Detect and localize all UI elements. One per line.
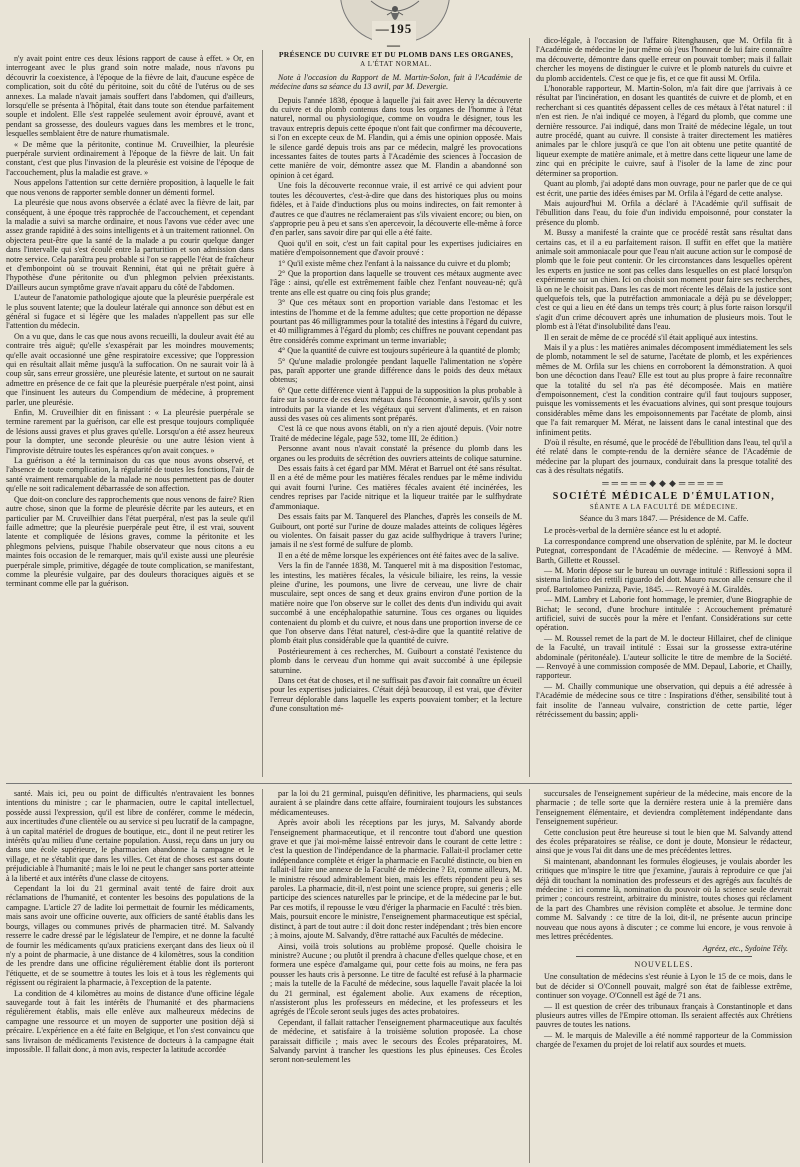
lettre-column-2	[270, 789, 522, 1163]
paragraph: Postérieurement à ces recherches, M. Guibourt a constaté l'existence du plomb dans le cerveau d'un homme qui avait succombé à une épilepsie saturnine.	[270, 646, 522, 675]
lettre-body	[536, 789, 792, 942]
news-item: — Il est question de créer des tribunaux français à Constantinople et dans plusieurs autres villes de l'Empire ottoman. Ils seraient affectés aux Chrétiens pauvres de toutes les nations.	[536, 1001, 792, 1030]
article-heading: PRÉSENCE DU CUIVRE ET DU PLOMB DANS LES ORGANES,	[278, 50, 514, 59]
paragraph: 4° Que la quantité de cuivre est toujours supérieure à la quantité de plomb;	[278, 346, 521, 356]
paragraph: Il en a été de même lorsque les expériences ont été faites avec de la salive.	[278, 550, 519, 560]
nouvelles-title: NOUVELLES.	[634, 959, 694, 969]
column-divider	[529, 789, 530, 1163]
paragraph: M. Bussy a manifesté la crainte que ce procédé restât sans résultat dans certains cas, et il a eu parfaitement raison. Il suffit en effet que la matière animale soit ammoniacale pour que l'eau n'ait aucune action sur le composé de plomb que le foie peut contenir. Or les circonstances dans lesquelles opèrent les experts en justice ne sont pas celles dans lesquelles on est placé lorsqu'on expérimente sur un chien. Ici on choisit son moment pour faire ses recherches, là on ne le choisit pas. Dans les cas de mort récente les délais de la justice sont quelquefois tels, que la putréfaction ammoniacale a déjà pu se développer; c'est ce qui a lieu en été dans un temps très court; à plus forte raison lorsqu'il s'agit d'un crime découvert après une inhumation de plusieurs mois. Tout le plomb est à l'état d'insolubilité dans l'eau.	[536, 228, 792, 332]
paragraph: Cette conclusion peut être heureuse si tout le bien que M. Salvandy attend des écoles préparatoires se réalise, ce dont je doute, Monsieur le rédacteur, ainsi que je vous l'ai dit dans une de mes précédentes lettres.	[536, 827, 792, 856]
paragraph: 3° Que ces métaux sont en proportion variable dans l'estomac et les intestins de l'homme et de la femme adultes; que cette proportion ne dépasse pourtant pas 46 milligrammes pour la totalité des intestins à l'égard du cuivre, et 40 milligrammes à l'égard du plomb; ces chiffres ne pouvant cependant pas être considérés comme exprimant un terme invariable;	[270, 298, 522, 345]
nouvelles-list	[536, 972, 792, 1049]
paragraph: 2° Que la proportion dans laquelle se trouvent ces métaux augmente avec l'âge : ainsi, qu'elle est extrêmement faible chez l'enfant nouveau-né; qu'à trente ans elle est quatre ou cinq fois plus grande;	[270, 268, 522, 297]
paragraph: L'honorable rapporteur, M. Martin-Solon, m'a fait dire que j'arrivais à ce résultat par l'incinération, en dosant les quantités de cuivre et de plomb, et en recherchant si ces quantités dépassent celles de ces métaux à l'état naturel : il n'en est rien. Je n'ai indiqué ce moyen, à l'égard du plomb, que comme une dernière ressource. J'ai indiqué, dans mon Traité de médecine légale, un tout autre procédé, quant au cuivre. Il consiste à traiter directement les matières animales par le chlore jusqu'à ce que l'on ait obtenu une petite quantité de liqueur exempte de matière animale, et à mettre dans cette liqueur une lame de zinc qui en précipite le cuivre, sauf à l'isoler de la lame de zinc pour déterminer sa proportion.	[536, 84, 792, 178]
paragraph: Personne avant nous n'avait constaté la présence du plomb dans les organes ou les produits de sécrétion des ouvriers atteints de colique saturnine.	[270, 444, 522, 463]
news-item: — M. le marquis de Maleville a été nommé rapporteur de la Commission chargée de l'examen du projet de loi relatif aux sourdes et muets.	[536, 1030, 792, 1050]
paragraph: Quoi qu'il en soit, c'est un fait capital pour les expertises judiciaires en matière d'empoisonnement que d'avoir prouvé :	[270, 238, 522, 258]
ornament-divider: ═════◆◆◆═════	[602, 477, 726, 488]
society-subtitle: SÉANTE A LA FACULTÉ DE MÉDECINE.	[589, 503, 739, 511]
paragraph: — M. Chailly communique une observation, qui depuis a été adressée à l'Académie de médecine sous ce titre : Inspirations d'éther, sensibilité tout à fait insolite de l'anneau vulvaire, constriction de cette partie, léger rétrécissement du bassin; appli-	[536, 681, 792, 720]
paragraph: Vers la fin de l'année 1838, M. Tanquerel mit à ma disposition l'estomac, les intestins, les matières fécales, la vésicule biliaire, les reins, la vessie pleine d'urine, les poumons, une livre de cerveau, une livre de chair musculaire, sept onces de sang et deux grains environ d'une portion de la matière noire que l'on observe sur le collet des dents d'un individu qui avait succombé à une encéphalopathie saturnine. Tous ces organes ou liquides contenaient du plomb et du cuivre, et nous dans une proportion inverse de ce que l'on observe dans l'état naturel, c'est-à-dire que la quantité relative de plomb était plus considérable que la quantité de cuivre.	[270, 561, 522, 646]
paragraph: Quant au plomb, j'ai adopté dans mon ouvrage, pour ne parler que de ce qui est écrit, une partie des idées émises par M. Orfila à l'égard de cette analyse.	[536, 179, 792, 198]
paragraph: La correspondance comprend une observation de splénite, par M. le docteur Putegnat, correspondant de l'Académie de médecine. — Renvoyé à MM. Barth, Gillette et Roussel.	[536, 536, 792, 565]
right-column	[536, 36, 792, 777]
paragraph: Des essais faits à cet égard par MM. Mérat et Barruel ont été sans résultat. Il en a été de même pour les matières fécales rendues par le même individu qui avait fourni l'urine. Ces matières fécales avaient été incinérées, les cendres reprises par l'acide nitrique et la liqueur traitée par le sulfhydrate d'ammoniaque.	[270, 464, 522, 511]
column-divider	[262, 50, 263, 777]
paragraph: — M. Roussel remet de la part de M. le docteur Hillairet, chef de clinique de la Faculté, un travail intitulé : Essai sur la grossesse extra-utérine abdominale (péritonéale). L'auteur sollicite le titre de membre de la Société. — Renvoyé à une commission composée de MM. Depaul, Laborie, et Chailly, rapporteur.	[536, 633, 792, 681]
paragraph: Des essais faits par M. Tanquerel des Planches, d'après les conseils de M. Guibourt, ont porté sur l'urine de douze malades atteints de coliques légères ou violentes. On faisait passer du gaz acide sulfhydrique à travers l'urine; jamais il ne s'est formé de sulfure de plomb.	[270, 512, 522, 550]
paragraph: On a vu que, dans le cas que nous avons recueilli, la douleur avait été au contraire très aiguë; qu'elle s'exaspérait par les moindres mouvements; qu'elle avait occasionné une gêne respiratoire excessive; que l'oppression qui en résultait allait même jusqu'à la suffocation. On ne saurait voir là à coup sûr, sans erreur grossière, une pleurésie latente, et surtout on ne saurait admettre en présence de ce fait que la pleurésie puerpérale n'est point, ainsi que l'insinuent les auteurs du Compendium de médecine, à proprement parler, une pleurésie.	[6, 331, 254, 407]
society-proceedings	[536, 526, 792, 719]
paragraph: La pleurésie que nous avons observée a éclaté avec la fièvre de lait, par conséquent, à une époque très rapprochée de l'accouchement, et cependant la maladie a suivi sa marche ordinaire, et nous l'avons vue céder avec une assez grande rapidité à des soins intelligents et à un traitement rationnel. On objectera peut-être que la santé de la malade a pu courir quelque danger dans l'intervalle qui s'est écoulé entre la parturition et son admission dans notre service. Cela paraîtra peu probable si l'on se rappelle l'état de fraîcheur et d'embonpoint où se trouvait Rennini, état qui ne prêtait guère à l'hypothèse d'une péritonite ou d'un phlegmon pelvien préexistants. D'ailleurs aucun symptôme grave n'avait apparu du côté de l'abdomen.	[6, 198, 254, 292]
paragraph: Après avoir aboli les réceptions par les jurys, M. Salvandy aborde l'enseignement pharmaceutique, et il rencontre tout d'abord une question grave et que j'ai moi-même laissé entrevoir dans le courant de cette lettre : c'est la question de l'indépendance de la pharmacie. Fallait-il proclamer cette indépendance complète et ériger la pharmacie en Faculté distincte, ou bien en fallait-il faire une annexe de la Faculté de médecine ? Et, comme ailleurs, M. le ministre résoud admirablement bien, mais les effets répondent peu à ses paroles. La pharmacie, dit-il, n'est point une science propre, sui generis ; elle participe des sciences naturelles par le principe, et de la médecine par le but. Par ces motifs, il repousse le vœu d'ériger la pharmacie en Faculté : très bien. Mais, poursuit encore le ministre, l'enseignement pharmaceutique est spécial, distinct, à part de tout autre : il doit donc rester indépendant ; très bien encore ; à moins, ajoute M. Salvandy, d'être rattaché aux Facultés de médecine.	[270, 818, 522, 941]
article-continuation	[536, 36, 792, 476]
paragraph: dico-légale, à l'occasion de l'affaire Ritenghausen, que M. Orfila fit à l'Académie de médecine le jour même où j'eus l'honneur de lui faire connaître ma découverte, démontre dans quelle erreur on pouvait tomber; mais il fallait chercher les moyens de distinguer le cuivre et le plomb naturels du cuivre et du plomb accidentels. C'est ce que je fis, et ce que fit aussi M. Orfila.	[536, 36, 792, 83]
paragraph: Cependant, il fallait rattacher l'enseignement pharmaceutique aux facultés de médecine, et satisfaire à la troisième solution proposée. La chose paraissait difficile ; mais avec le secours des Écoles préparatoires, M. Salvandy parvint à trancher les questions les plus épineuses. Ces Écoles seront non-seulement les	[270, 1017, 522, 1065]
paragraph: par la loi du 21 germinal, puisqu'en définitive, les pharmaciens, qui seuls auraient à se plaindre dans cette affaire, fourniraient toujours les substances médicamenteuses.	[270, 789, 522, 817]
news-item: Une consultation de médecins s'est réunie à Lyon le 15 de ce mois, dans le but de décider si O'Connell pouvait, malgré son état de faiblesse extrême, continuer son voyage. O'Connell est âgé de 71 ans.	[536, 972, 792, 1001]
article-subheading: A L'ÉTAT NORMAL.	[360, 60, 432, 69]
seance-line: Séance du 3 mars 1847. — Présidence de M. Caffe.	[579, 513, 749, 523]
section-divider	[6, 783, 792, 784]
paragraph: 6° Que cette différence vient à l'appui de la supposition la plus probable à faire sur la source de ces deux métaux dans l'économie, à savoir, qu'ils y sont introduits par la viande et les végétaux qui servent d'aliments, et en raison aussi des vases où ces aliments sont préparés.	[270, 385, 522, 424]
society-title: SOCIÉTÉ MÉDICALE D'ÉMULATION,	[552, 491, 776, 503]
page-number: —195—	[372, 21, 416, 53]
paragraph: Dans cet état de choses, et il ne suffisait pas d'avoir fait connaître un écueil pour les expertises judiciaires. C'était déjà beaucoup, il est vrai, que d'éviter l'erreur déplorable dans laquelle les experts pouvaient tomber; et la lecture d'une consultation mé-	[270, 676, 522, 714]
paragraph: Nous appelons l'attention sur cette dernière proposition, à laquelle le fait que nous venons de rapporter semble donner un démenti formel.	[6, 178, 254, 197]
paragraph: Ainsi, voilà trois solutions au problème proposé. Quelle choisira le ministre? Aucune ; ou plutôt il prendra à chacune d'elles quelque chose, et en formera une espèce d'amalgame qui, pour cette fois au moins, ne fera pas pousser les hauts cris à personne. Le titre de faculté est refusé à la pharmacie ; mais la tutelle de la Faculté de médecine, sous laquelle l'avait placée la loi du 21 germinal, est également abolie. Aux examens de réception, n'assisteront plus les professeurs en médecine, et les professeurs et les agrégés de l'École seront seuls juges des actes probatoires.	[270, 941, 522, 1017]
column-divider	[529, 38, 530, 777]
article-body	[270, 96, 522, 714]
signature: Agréez, etc., Sydoine Tély.	[702, 943, 788, 953]
paragraph: Si maintenant, abandonnant les formules élogieuses, je voulais aborder les critiques que m'inspire le titre que j'examine, j'aurais à reproduire ce que j'ai déjà dit touchant la nomination des professeurs et des agrégés aux facultés de médecine : ici comme là, nomination du pouvoir où la science seule devrait primer ; concours restreint, arbitraire du ministre, toutes choses qui réclament de la part des Chambres une révision complète et absolue. Je termine donc comme M. Salvandy : ce titre de la loi, dit-il, ne présente aucun principe nouveau que nous ayons à discuter ; ce comme lui encore, je vous renvoie à mes lettres précédentes.	[536, 856, 792, 942]
article-note: Note à l'occasion du Rapport de M. Martin-Solon, fait à l'Académie de médecine dans sa séance du 13 avril, par M. Devergie.	[270, 72, 522, 92]
paragraph: Mais il y a plus : les matières animales décomposent immédiatement les sels de plomb, notamment le sel de saturne, l'acétate de plomb, et les expériences mêmes de M. Orfila sur les chiens en corroborent la démonstration. A quoi bon une décoction dans l'eau? Elle est tout au plus propre à faire reconnaître que la totalité du sel n'a pas été décomposée. Mais en matière d'empoisonnement, c'est la condition contraire qu'il faut toujours supposer, puisque les vomissements et les évacuations alvines, qui sont presque toujours considérables même dans les empoisonnements par l'acétate de plomb, ainsi que l'a fait remarquer M. Mérat, ne laissent dans le canal intestinal que des infiniment petits.	[536, 343, 792, 437]
paragraph: D'où il résulte, en résumé, que le procédé de l'ébullition dans l'eau, tel qu'il a été relaté dans le compte-rendu de la dernière séance de l'Académie de médecine par la plupart des journaux, conduirait dans la presque totalité des cas à des résultats négatifs.	[536, 438, 792, 476]
article-cuivre-plomb-column	[270, 50, 522, 777]
paragraph: Il en serait de même de ce procédé s'il était appliqué aux intestins.	[544, 332, 758, 342]
paragraph: Une fois la découverte reconnue vraie, il est arrivé ce qui advient pour toutes les découvertes, c'est-à-dire que dans des historiques plus ou moins fidèles, et à l'aide d'inductions plus ou moins indirectes, on fait remonter à d'autres ce que d'autres ne réclameraient pas s'ils vivaient encore; ou bien, on s'approprie peu à peu et sans s'en apercevoir, la découverte elle-même à force d'en parler, sans savoir dire par qui elle a été faite.	[270, 181, 522, 238]
paragraph: Que doit-on conclure des rapprochements que nous venons de faire? Rien autre chose, sinon que la forme de pleurésie décrite par les auteurs, et en particulier par M. Cruveilhier dans l'état puerpéral, n'est pas la seule qu'il faille admettre; que la pleurésie puerpérale peut être, il est vrai, souvent latente et compliquée de lésions graves, comme la péritonite et les phlegmons pelviens, puisque l'habile observateur que nous citons a eu maintes fois occasion de le remarquer, mais qu'il existe aussi une pleurésie puerpérale simple, primitive, dégagée de toute complication, se manifestant, comme la pleurésie vulgaire, par des douleurs thoraciques aiguës et se terminant comme elle par la guérison.	[6, 494, 254, 589]
paragraph: n'y avait point entre ces deux lésions rapport de cause à effet. » Or, en interrogeant avec le plus grand soin notre malade, nous n'avons pu découvrir la coexistence, à l'époque de la fièvre de lait, d'aucune espèce de complication, soit du côté du péritoine, soit du côté de l'utérus ou de ses annexes. La malade n'avait jamais souffert dans l'abdomen, qui d'ailleurs, lorsqu'elle se présenta à l'hôpital, était dans toute son étendue parfaitement souple et indolent. Elle s'est rappelée seulement avoir éprouvé, avant et pendant sa grossesse, des douleurs vagues dans les membres et le tronc, lesquelles semblaient être de nature rhumatismale.	[6, 54, 254, 139]
paragraph: La condition de 4 kilomètres au moins de distance d'une officine légale sauvegarde tout à fait les intérêts de l'humanité et des pharmaciens régulièrement établis, mais elle enlève aux malheureux médecins de campagne une ressource et un moyen de supporter une position déjà si précaire. L'expérience en a été faite en Belgique, et l'on s'est convaincu que sans livraison de médicaments l'existence de docteurs à la campagne était impossible. Il fallait donc, à mon avis, respecter la latitude accordée	[6, 988, 254, 1054]
paragraph: La guérison a été la terminaison du cas que nous avons observé, et l'absence de toute complication, la régularité de toutes les fonctions, l'air de santé vraiment remarquable de la malade ne nous permettent pas de douter qu'elle ne soit radicalement débarrassée de son affection.	[6, 456, 254, 494]
paragraph: 5° Qu'une maladie prolongée pendant laquelle l'alimentation ne s'opère pas, paraît apporter une grande différence dans le poids des deux métaux obtenus;	[270, 356, 522, 385]
paragraph: Mais aujourd'hui M. Orfila a déclaré à l'Académie qu'il suffisait de l'ébullition dans l'eau, du foie d'un individu empoisonné, pour constater la présence du plomb.	[536, 198, 792, 227]
paragraph: — MM. Lambry et Laborie font hommage, le premier, d'une Biographie de Bichat; le second, d'une brochure intitulée : Accouchement prématuré artificiel, suivi de succès pour la mère et l'enfant. Considérations sur cette opération.	[536, 595, 792, 633]
paragraph: 1° Qu'il existe même chez l'enfant à la naissance du cuivre et du plomb;	[278, 258, 511, 268]
lettre-column-3	[536, 789, 792, 1163]
paragraph: santé. Mais ici, peu ou point de difficultés n'entravaient les bonnes intentions du ministre ; car le pharmacien, outre le capital intellectuel, possède aussi l'expression, qu'il est libre de conférer, comme le médecin, aux incertitudes d'une clientèle ou au service si peu lucratif de la campagne, à un capital matériel de drogues de boutique, etc., dont il ne peut retirer les intérêts qu'au milieu d'une certaine population. Aussi, reçu dans un jury ou dans une école supérieure, le pharmacien abandonne la campagne et le village, et ne s'établit que dans les villes. Cet état de choses est sans doute préjudiciable à l'humanité ; mais le loi ne peut le changer sans porter atteinte à la liberté et aux intérêts d'une classe de citoyens.	[6, 789, 254, 883]
paragraph: — M. Morin dépose sur le bureau un ouvrage intitulé : Riflessioni sopra il sistema linfatico dei rettili riguardo del dott. Mauro ruscon alle censure che il prof. Bartolomeo Panizza, Pavie, 1845. — Renvoyé à M. Giraldès.	[536, 565, 792, 594]
divider-rule	[576, 956, 752, 957]
paragraph: succursales de l'enseignement supérieur de la médecine, mais encore de la pharmacie ; de telle sorte que la dernière restera unie à la première dans l'enseignement élémentaire, et deviendra complètement indépendante dans l'enseignement supérieur.	[536, 789, 792, 827]
paragraph: Le procès-verbal de la dernière séance est lu et adopté.	[544, 526, 722, 536]
paragraph: L'auteur de l'anatomie pathologique ajoute que la pleurésie puerpérale est le plus souvent latente; que la douleur latérale qui annonce son début est en général si fugace et si légère que les malades n'appellent pas sur elle l'attention du médecin.	[6, 293, 254, 331]
paragraph: Depuis l'année 1838, époque à laquelle j'ai fait avec Hervy la découverte du cuivre et du plomb contenus dans tous les organes de l'homme à l'état naturel, normal ou physiologique, comme on voudra le désigner, tous les travaux entrepris depuis cette époque n'ont fait que confirmer ma découverte, si l'on en excepte ceux de M. Flandin, qui a émis une opinion opposée. Mais le silence gardé depuis trois ans par ce médecin, malgré les provocations incessantes faites de toutes parts à l'Académie des sciences à l'occasion de cette manière de voir, démontre assez que M. Flandin a abandonné son opinion à cet égard.	[270, 95, 522, 180]
paragraph: Cependant la loi du 21 germinal avait tenté de faire droit aux réclamations de l'humanité, et contenter les besoins des populations de la campagne. L'article 27 de ladite loi permettait de fournir les médicaments, mais sans avoir une officine ouverte, aux officiers de santé établis dans les bourgs, villages ou communes privés de pharmacien titré. M. Salvandy resserre le cadre dressé par le législateur de l'empire, et ne donne la faculté de fournir les médicaments qu'aux praticiens exerçant dans des lieux où il n'y a point de pharmacie, à une distance de 4 kilomètres, sous la condition de les prendre dans une officine régulièrement établie dont ils porteront l'étiquette, et de se soumettre à toutes les lois et à tous les règlements qui régissent ou régiraient la pharmacie, à l'exception de la patente.	[6, 884, 254, 988]
lettre-column-1	[6, 789, 254, 1163]
paragraph: « De même que la péritonite, continue M. Cruveilhier, la pleurésie puerpérale survient ordinairement à l'époque de la fièvre de lait. Un fait constant, c'est que plus l'invasion de la pleurésie est voisine de l'époque de l'accouchement, plus la maladie est grave. »	[6, 139, 254, 177]
paragraph: Enfin, M. Cruveilhier dit en finissant : « La pleurésie puerpérale se termine rarement par la guérison, car elle est presque toujours compliquée de lésions aussi graves et plus graves qu'elle. Lorsqu'on a été assez heureux pour la dompter, une seconde pleurésie ou une autre lésion vient à l'improviste détruire toutes les espérances qu'on avait conçues. »	[6, 408, 254, 455]
column-divider	[262, 789, 263, 1163]
article-pleuresie-column	[6, 54, 254, 776]
paragraph: C'est là ce que nous avons établi, on n'y a rien ajouté depuis. (Voir notre Traité de médecine légale, page 532, tome III, 2e édition.)	[270, 424, 522, 443]
